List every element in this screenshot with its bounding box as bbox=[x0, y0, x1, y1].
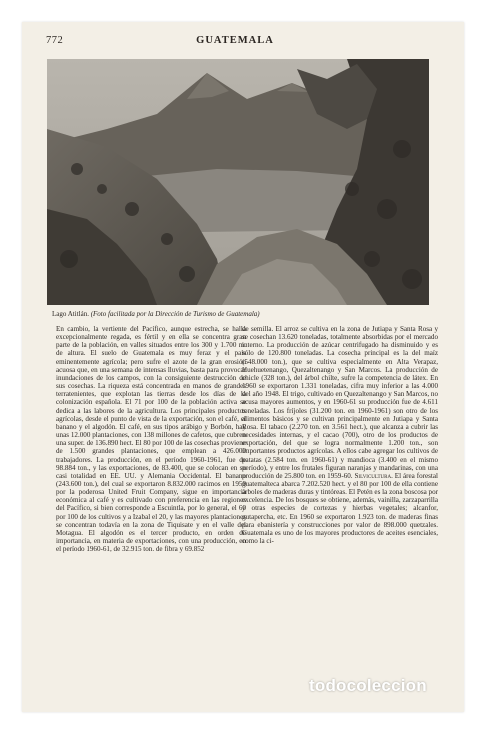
book-page bbox=[22, 22, 464, 712]
silvicultura-heading: Silvicultura. bbox=[354, 471, 395, 480]
caption-label: Lago Atitlán. bbox=[52, 310, 91, 318]
caption-credit: (Foto facilitada por la Dirección de Turismo de Guatemala) bbox=[90, 310, 260, 318]
left-column-text: En cambio, la vertiente del Pacífico, aunque estrecha, se halla excepcionalmente regada, es fértil y en ella se concentra gran parte de la población, en valles situados entre los 300 y 1.700 m. de altura. El suelo de Guatemala es muy feraz y el país eminentemente agrícola; pero sufre el azote de la gran erosión acuosa que, en una semana de intensas lluvias, basta para provocar inundaciones de los campos, con la consiguiente destrucción de sus cosechas. La riqueza está concentrada en manos de grandes terratenientes, que explotan las tierras desde los días de la colonización española. El 71 por 100 de la población activa se dedica a las labores de la agricultura. Los principales productos agrícolas, desde el punto de vista de la exportación, son el café, el banano y el algodón. El café, en sus tipos arábigo y Borbón, hay unas 12.000 plantaciones, con 138 millones de cafetos, que cubren una super. de 136.890 hect. El 80 por 100 de las cosechas proviene de 1.500 grandes plantaciones, que emplean a 426.000 trabajadores. La producción, en el período 1960-1961, fue de 98.884 ton., y las exportaciones, de 83.400, que se colocan en su casi totalidad en EE. UU. y Alemania Occidental. El banano (243.600 ton.), del cual se exportaron 8.832.000 racimos en 1959 por la poderosa United Fruit Company, sigue en importancia económica al café y es cultivado con preferencia en las regiones del Pacífico, si bien corresponde a Escuintla, por lo general, el 60 por 100 de los cultivos y a Izabal el 20, y las mayores plantaciones se concentran todavía en la zona de Tiquisate y en el valle del Motagua. El algodón es el tercer producto, en orden de importancia, en materia de exportaciones, con una producción, en el período 1960-61, de 32.915 ton. de fibra y 69.852 bbox=[56, 325, 246, 554]
page-number: 772 bbox=[46, 35, 64, 46]
text-column-left bbox=[56, 325, 246, 553]
photo-caption bbox=[52, 310, 432, 318]
right-column-text: de semilla. El arroz se cultiva en la zona de Jutiapa y Santa Rosa y se cosechan 13.620 toneladas, totalmente absorbidas por el mercado interno. La producción de azúcar centrifugado ha disminuido y es sólo de 120.800 toneladas. La cosecha principal es la del maíz (548.000 ton.), que se cultiva especialmente en Alta Verapaz, Huehuetenango, Quezaltenango y San Marcos. La producción de chicle (328 ton.), del árbol chilte, sufre la competencia de látex. En 1960 se exportaron 1.331 toneladas, cifra muy inferior a las 4.000 del año 1948. El trigo, cultivado en Quezaltenango y San Marcos, no acusa mayores aumentos, y en 1960-61 su producción fue de 4.611 toneladas. Los fríjoles (31.200 ton. en 1960-1961) son otro de los alimentos básicos y se cultivan principalmente en Jutiapa y Santa Rosa. El tabaco (2.270 ton. en 3.561 hect.), que alcanza a cubrir las necesidades internas, y el cacao (700), otro de los productos de exportación, del que se logra normalmente 1.200 ton., son importantes productos agrícolas. A ellos cabe agregar los cultivos de patatas (2.584 ton. en 1960-61) y mandioca (3.400 en el mismo período), y entre los frutales figuran naranjas y mandarinas, con una producción de 25.800 ton. en 1959-60. bbox=[242, 325, 438, 480]
text-column-right bbox=[242, 325, 438, 545]
running-head bbox=[46, 35, 424, 49]
section-title: GUATEMALA bbox=[196, 35, 274, 46]
watermark: todocoleccion bbox=[309, 676, 427, 695]
lake-atitlan-photo bbox=[47, 59, 429, 305]
silvicultura-text: El área forestal guatemalteca abarca 7.202.520 hect. y el 80 por 100 de ella contiene árboles de maderas duras y tintóreas. El Petén es la zona boscosa por excelencia. De los bosques se obtiene, además, vainilla, zarzaparrilla y otras especies de cortezas y hierbas vegetales; alcanfor, gutapercha, etc. En 1960 se exportaron 1.923 ton. de maderas finas para ebanistería y construcciones por valor de 898.000 quetzales. Guatemala es uno de los mayores productores de aceites esenciales, como la ci- bbox=[242, 471, 438, 546]
